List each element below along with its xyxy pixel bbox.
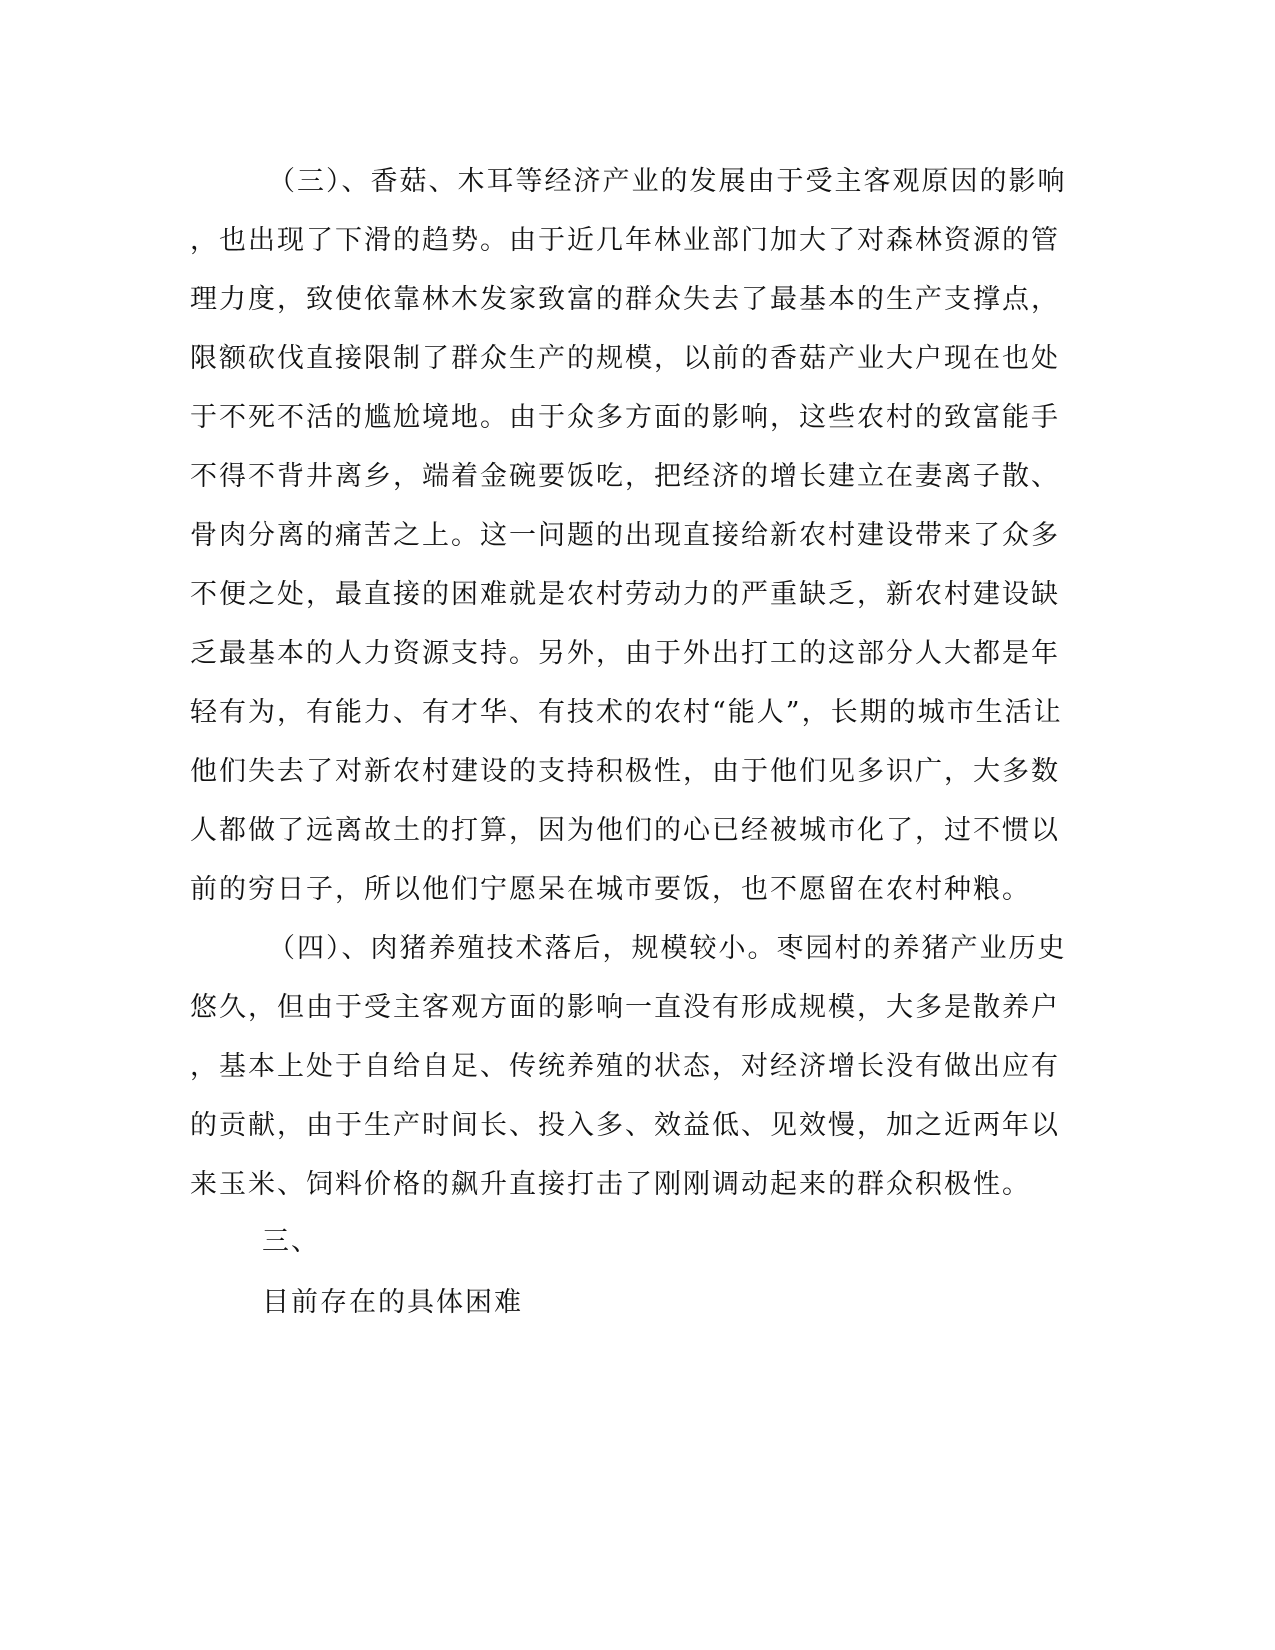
text-line: 来玉米、饲料价格的飙升直接打击了刚刚调动起来的群众积极性。 [190,1169,1031,1200]
text-line: 于不死不活的尴尬境地。由于众多方面的影响，这些农村的致富能手 [190,402,1060,433]
text-line: 的贡献，由于生产时间长、投入多、效益低、见效慢，加之近两年以 [190,1110,1060,1141]
text-line: 轻有为，有能力、有才华、有技术的农村“能人”，长期的城市生活让 [190,697,1063,728]
text-line: 前的穷日子，所以他们宁愿呆在城市要饭，也不愿留在农村种粮。 [190,874,1031,905]
text-line: 他们失去了对新农村建设的支持积极性，由于他们见多识广，大多数 [190,756,1060,787]
text-line: 人都做了远离故土的打算，因为他们的心已经被城市化了，过不惯以 [190,815,1060,846]
text-line: 理力度，致使依靠林木发家致富的群众失去了最基本的生产支撑点， [190,284,1060,315]
text-line: 限额砍伐直接限制了群众生产的规模，以前的香菇产业大户现在也处 [190,343,1060,374]
text-line: （三）、香菇、木耳等经济产业的发展由于受主客观原因的影响 [268,166,1067,197]
text-line: 悠久，但由于受主客观方面的影响一直没有形成规模，大多是散养户 [190,992,1060,1023]
text-line: ，基本上处于自给自足、传统养殖的状态，对经济增长没有做出应有 [190,1051,1060,1082]
section-title: 目前存在的具体困难 [262,1287,523,1318]
text-line: 骨肉分离的痛苦之上。这一问题的出现直接给新农村建设带来了众多 [190,520,1060,551]
text-line: 不得不背井离乡，端着金碗要饭吃，把经济的增长建立在妻离子散、 [190,461,1060,492]
text-line: 不便之处，最直接的困难就是农村劳动力的严重缺乏，新农村建设缺 [190,579,1060,610]
text-line: （四）、肉猪养殖技术落后，规模较小。枣园村的养猪产业历史 [268,933,1067,964]
text-line: 乏最基本的人力资源支持。另外，由于外出打工的这部分人大都是年 [190,638,1060,669]
text-line: ，也出现了下滑的趋势。由于近几年林业部门加大了对森林资源的管 [190,225,1060,256]
section-number: 三、 [262,1226,320,1257]
